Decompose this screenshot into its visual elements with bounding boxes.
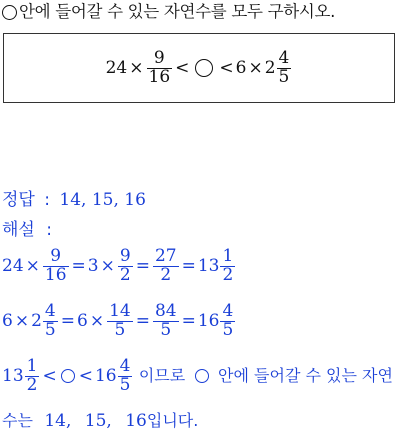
numerator: 27: [154, 246, 177, 266]
answer-values: 14, 15, 16: [59, 190, 146, 210]
equals-sign: =: [71, 255, 86, 276]
whole-number: 16: [94, 365, 117, 386]
solution-text: 입니다.: [146, 411, 199, 430]
expr-number: 24: [105, 58, 128, 78]
fraction: [43, 248, 69, 285]
numerator: 1: [222, 246, 234, 266]
equals-sign: =: [181, 255, 196, 276]
solution-text: 수는: [2, 411, 33, 430]
whole-number: 16: [197, 310, 220, 331]
less-than-sign: <: [175, 58, 190, 78]
equals-sign: =: [181, 310, 196, 331]
inequality-expression: [4, 34, 394, 102]
solution-label: 해설: [2, 220, 35, 240]
equals-sign: =: [135, 310, 150, 331]
term: 24: [2, 255, 24, 276]
times-sign: ×: [100, 255, 115, 276]
less-than-sign: <: [219, 58, 234, 78]
fraction: [25, 358, 40, 395]
question-line: [2, 0, 335, 24]
less-than-sign: <: [78, 365, 93, 386]
less-than-sign: <: [42, 365, 57, 386]
numerator: 4: [278, 47, 290, 68]
fraction: [220, 248, 235, 285]
denominator: 5: [160, 319, 172, 340]
times-sign: ×: [89, 310, 105, 331]
expr-number: 6: [235, 58, 247, 78]
fraction: [153, 248, 179, 285]
times-sign: ×: [14, 310, 30, 331]
answer-line: [2, 185, 146, 210]
solution-line-4: [2, 408, 198, 431]
times-sign: ×: [25, 255, 40, 276]
equals-sign: =: [135, 255, 150, 276]
whole-number: 2: [264, 58, 276, 78]
whole-number: 2: [31, 310, 42, 331]
circle-blank-icon: [195, 59, 213, 77]
circle-blank-icon: [2, 5, 17, 20]
solution-line-1: [2, 248, 236, 285]
denominator: 2: [119, 264, 131, 285]
equals-sign: =: [60, 310, 75, 331]
fraction: [220, 303, 235, 340]
circle-blank-icon: [61, 369, 75, 383]
denominator: 2: [26, 374, 38, 395]
solution-text: 이므로: [138, 365, 186, 385]
answer-value: 16: [125, 411, 147, 431]
denominator: 5: [222, 319, 234, 340]
denominator: 5: [114, 319, 126, 340]
solution-text: 안에 들어갈 수 있는 자연: [218, 365, 393, 385]
times-sign: ×: [248, 58, 263, 78]
denominator: 16: [44, 264, 67, 285]
fraction: [147, 47, 173, 87]
solution-colon: :: [46, 220, 52, 240]
fraction: [118, 358, 133, 395]
denominator: 5: [119, 374, 131, 395]
fraction: [118, 248, 133, 285]
circle-blank-icon: [195, 369, 209, 383]
expression-box: [3, 33, 395, 103]
solution-line-2: [2, 303, 236, 340]
fraction: [43, 303, 58, 340]
question-text: 안에 들어갈 수 있는 자연수를 모두 구하시오.: [19, 2, 336, 21]
whole-number: 13: [2, 365, 24, 386]
fraction: [153, 303, 179, 340]
fraction: [107, 303, 133, 340]
denominator: 5: [44, 319, 56, 340]
answer-label: 정답: [2, 190, 35, 210]
denominator: 16: [148, 66, 171, 87]
numerator: 4: [44, 301, 56, 321]
fraction: [277, 47, 292, 87]
whole-number: 13: [197, 255, 220, 276]
answer-colon: :: [44, 190, 50, 210]
numerator: 4: [222, 301, 234, 321]
solution-line-3: [2, 358, 393, 395]
denominator: 5: [278, 66, 290, 87]
term: 6: [76, 310, 88, 331]
solution-label-line: [2, 215, 52, 240]
numerator: 1: [26, 356, 38, 376]
times-sign: ×: [129, 58, 144, 78]
term: 6: [2, 310, 13, 331]
numerator: 84: [154, 301, 177, 321]
answer-value: 15,: [84, 411, 112, 431]
numerator: 4: [119, 356, 131, 376]
answer-value: 14,: [44, 411, 72, 431]
denominator: 2: [160, 264, 172, 285]
numerator: 14: [109, 301, 131, 321]
numerator: 9: [119, 246, 131, 266]
denominator: 2: [222, 264, 234, 285]
numerator: 9: [43, 248, 69, 267]
term: 3: [87, 255, 99, 276]
numerator: 9: [147, 50, 173, 69]
